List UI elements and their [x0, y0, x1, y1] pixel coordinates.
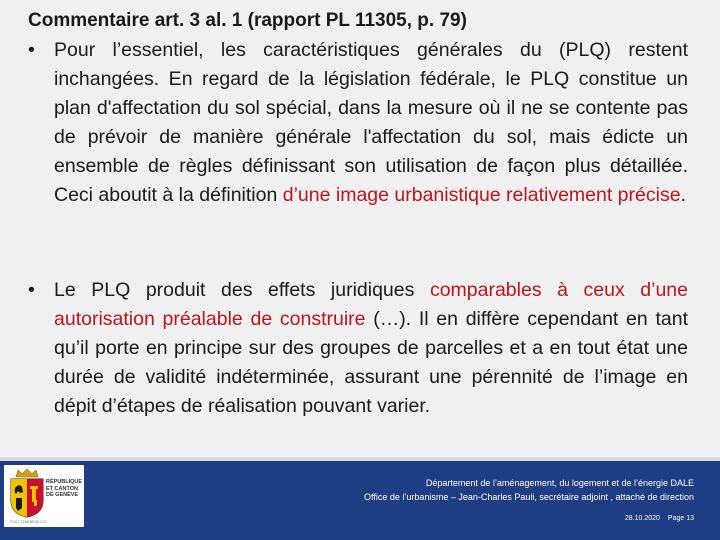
- bullet-marker: •: [28, 279, 35, 301]
- bullet-2-end: (…). Il en diffère cependant en tant qu’il porte en principe sur des groupes de parcelles et a en tout état une durée de validité indéterminée, assurant une pérennité de l’image en dépit d’étapes de réalisation pouvant varier.: [54, 308, 688, 417]
- bullet-1-text: Pour l’essentiel, les caractéristiques générales du (PLQ) restent inchangées. En regard de la législation fédérale, le PLQ constitue un plan d'affectation du sol spécial, dans la mesure où il ne se contente pas de prévoir de manière générale l'affectation du sol, mais édicte un ensemble de règles définissant son utilisation de façon plus détaillée. Ceci aboutit à la définition: [54, 39, 688, 206]
- bullet-marker: •: [28, 39, 35, 61]
- crown-icon: [14, 468, 40, 478]
- bullet-1-highlight: d’une image urbanistique relativement précise: [282, 184, 681, 206]
- page-number: Page 13: [667, 515, 694, 522]
- bullet-2-highlight: comparables à ceux d’une autorisation préalable de construire: [54, 279, 688, 330]
- geneva-coat-of-arms-icon: [10, 478, 44, 518]
- footer-office: Office de l’urbanisme – Jean-Charles Pauli, secrétaire adjoint , attaché de direction: [363, 492, 694, 502]
- bullet-1: [28, 36, 688, 210]
- footer-date: 28.10.2020: [624, 515, 660, 522]
- footer-meta: [619, 515, 694, 522]
- footer-department: Département de l’aménagement, du logement et de l’énergie DALE: [425, 478, 694, 488]
- bullet-2: [28, 276, 688, 421]
- slide-title: Commentaire art. 3 al. 1 (rapport PL 11305, p. 79): [28, 10, 467, 31]
- bullet-2-text: Le PLQ produit des effets juridiques: [54, 279, 430, 301]
- footer-text: [364, 476, 694, 504]
- bullet-1-end: .: [680, 184, 686, 206]
- logo-text: RÉPUBLIQUE ET CANTON DE GENÈVE: [46, 479, 83, 498]
- logo-motto: POST TENEBRAS LUX: [10, 520, 48, 524]
